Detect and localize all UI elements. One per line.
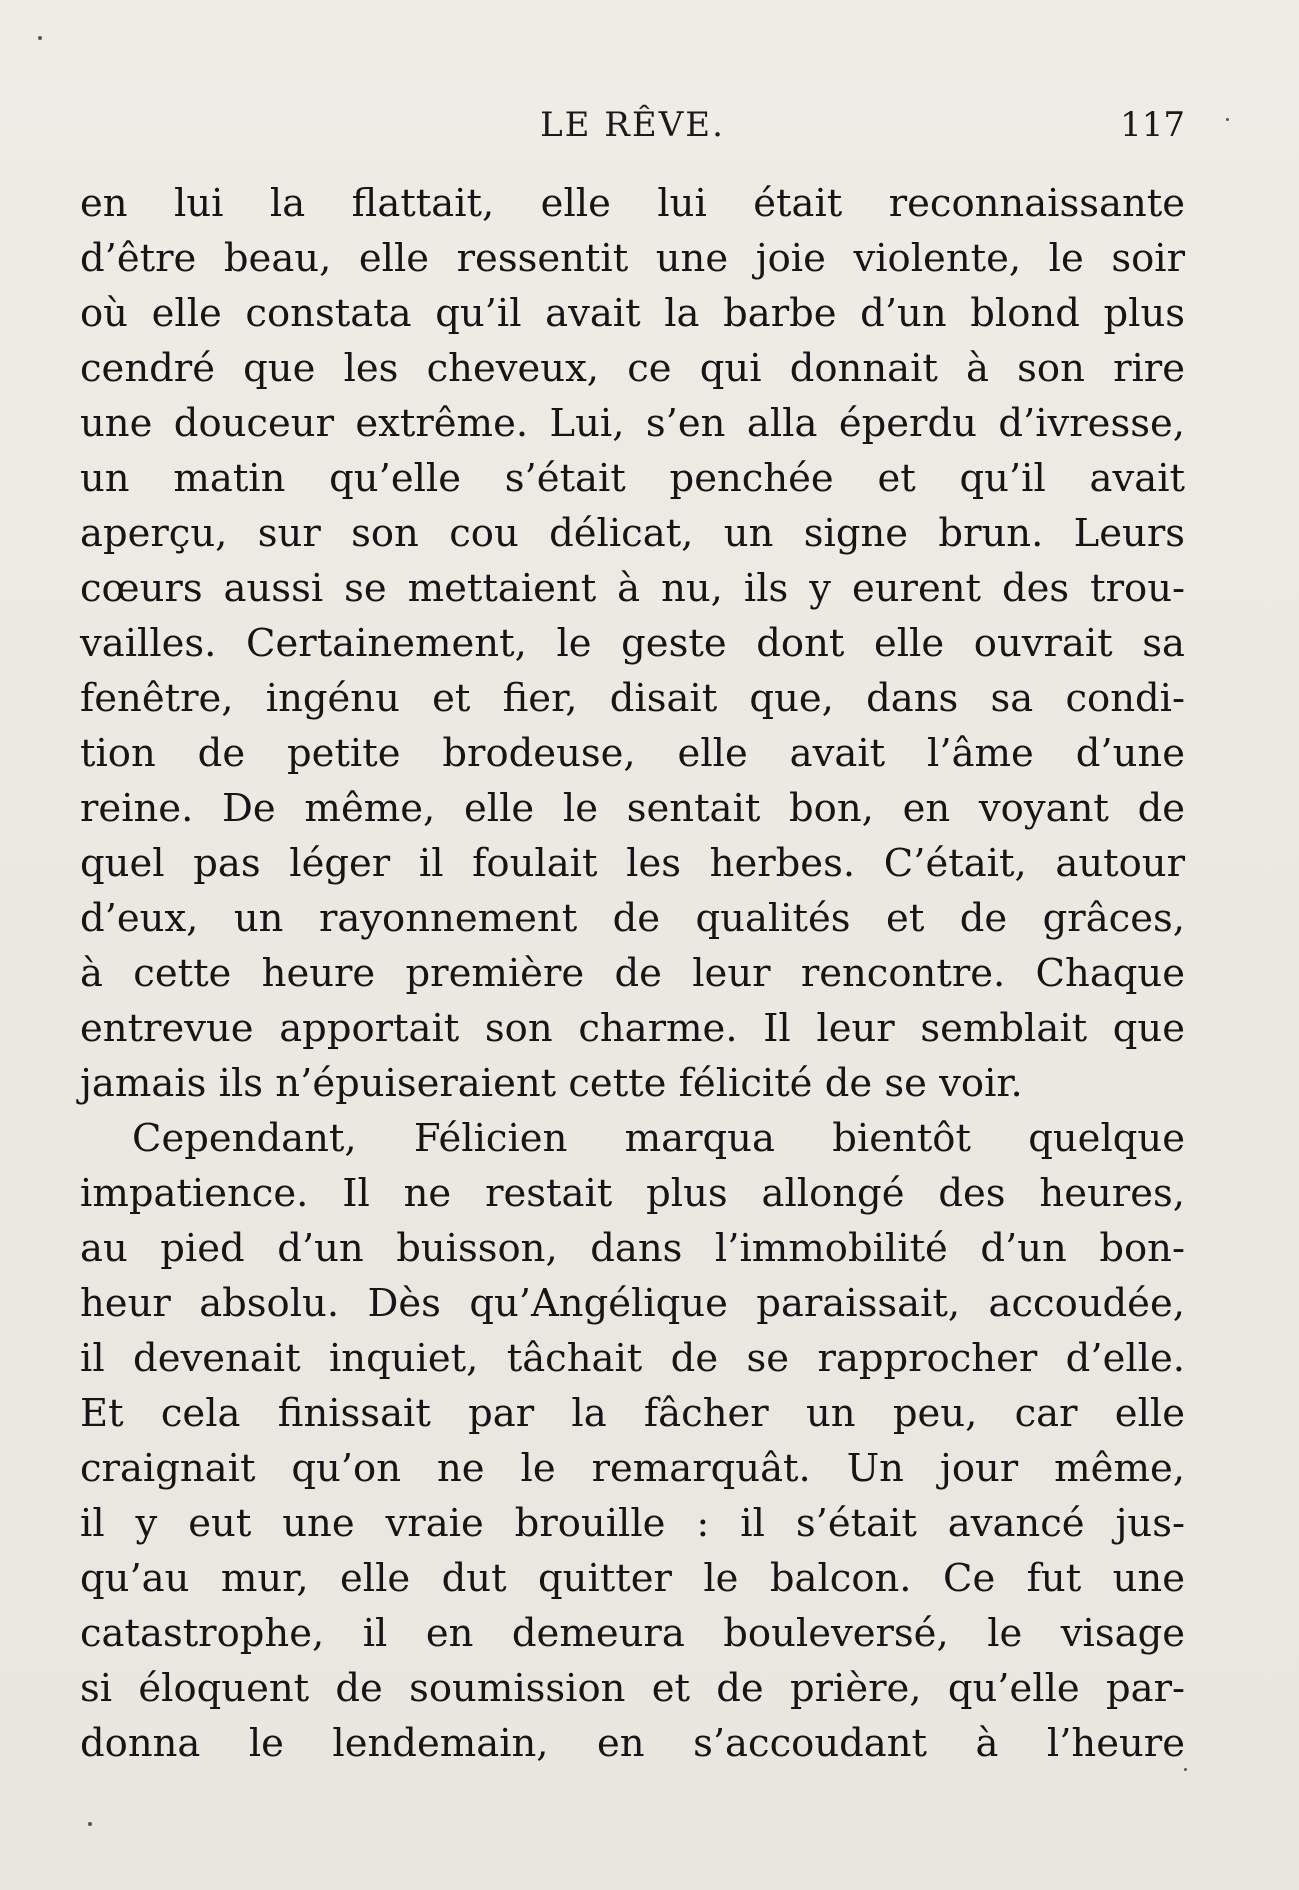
- paper-speck: [1184, 1768, 1187, 1771]
- text-line: cendré que les cheveux, ce qui donnait à son rire: [80, 346, 1185, 391]
- text-line: heur absolu. Dès qu’Angélique paraissait, accoudée,: [80, 1281, 1185, 1326]
- text-line: un matin qu’elle s’était penchée et qu’il avait: [80, 456, 1185, 501]
- text-line: catastrophe, il en demeura bouleversé, le visage: [80, 1611, 1185, 1656]
- text-line: il y eut une vraie brouille : il s’était avancé jus-: [80, 1501, 1185, 1546]
- text-line: donna le lendemain, en s’accoudant à l’heure: [80, 1721, 1185, 1766]
- text-line: une douceur extrême. Lui, s’en alla éperdu d’ivresse,: [80, 401, 1185, 446]
- text-line: fenêtre, ingénu et fier, disait que, dans sa condi-: [80, 676, 1185, 721]
- text-line: quel pas léger il foulait les herbes. C’était, autour: [80, 841, 1185, 886]
- text-line: en lui la flattait, elle lui était reconnaissante: [80, 181, 1185, 226]
- paper-speck: [88, 1822, 92, 1826]
- text-line: d’eux, un rayonnement de qualités et de grâces,: [80, 896, 1185, 941]
- text-line: aperçu, sur son cou délicat, un signe brun. Leurs: [80, 511, 1185, 556]
- text-line: Et cela finissait par la fâcher un peu, car elle: [80, 1391, 1185, 1436]
- text-line: reine. De même, elle le sentait bon, en voyant de: [80, 786, 1185, 831]
- text-line: jamais ils n’épuiseraient cette félicité de se voir.: [80, 1061, 1023, 1106]
- page-header: [80, 100, 1185, 150]
- text-line: à cette heure première de leur rencontre. Chaque: [80, 951, 1185, 996]
- body-text: [80, 176, 1185, 1771]
- text-line: où elle constata qu’il avait la barbe d’un blond plus: [80, 291, 1185, 336]
- text-line: entrevue apportait son charme. Il leur semblait que: [80, 1006, 1185, 1051]
- text-line: qu’au mur, elle dut quitter le balcon. Ce fut une: [80, 1556, 1185, 1601]
- paragraph-first-line: Cependant, Félicien marqua bientôt quelque: [132, 1116, 1185, 1161]
- text-line: cœurs aussi se mettaient à nu, ils y eurent des trou-: [80, 566, 1185, 611]
- text-line: d’être beau, elle ressentit une joie violente, le soir: [80, 236, 1185, 281]
- page-number: 117: [1120, 105, 1185, 145]
- running-title: LE RÊVE.: [540, 105, 725, 145]
- text-line: il devenait inquiet, tâchait de se rapprocher d’elle.: [80, 1336, 1185, 1381]
- paper-speck: [1226, 118, 1229, 121]
- paper-speck: [38, 36, 42, 40]
- text-line: tion de petite brodeuse, elle avait l’âme d’une: [80, 731, 1185, 776]
- text-line: si éloquent de soumission et de prière, qu’elle par-: [80, 1666, 1185, 1711]
- text-line: au pied d’un buisson, dans l’immobilité d’un bon-: [80, 1226, 1185, 1271]
- text-line: vailles. Certainement, le geste dont elle ouvrait sa: [80, 621, 1185, 666]
- text-line: impatience. Il ne restait plus allongé des heures,: [80, 1171, 1185, 1216]
- text-line: craignait qu’on ne le remarquât. Un jour même,: [80, 1446, 1185, 1491]
